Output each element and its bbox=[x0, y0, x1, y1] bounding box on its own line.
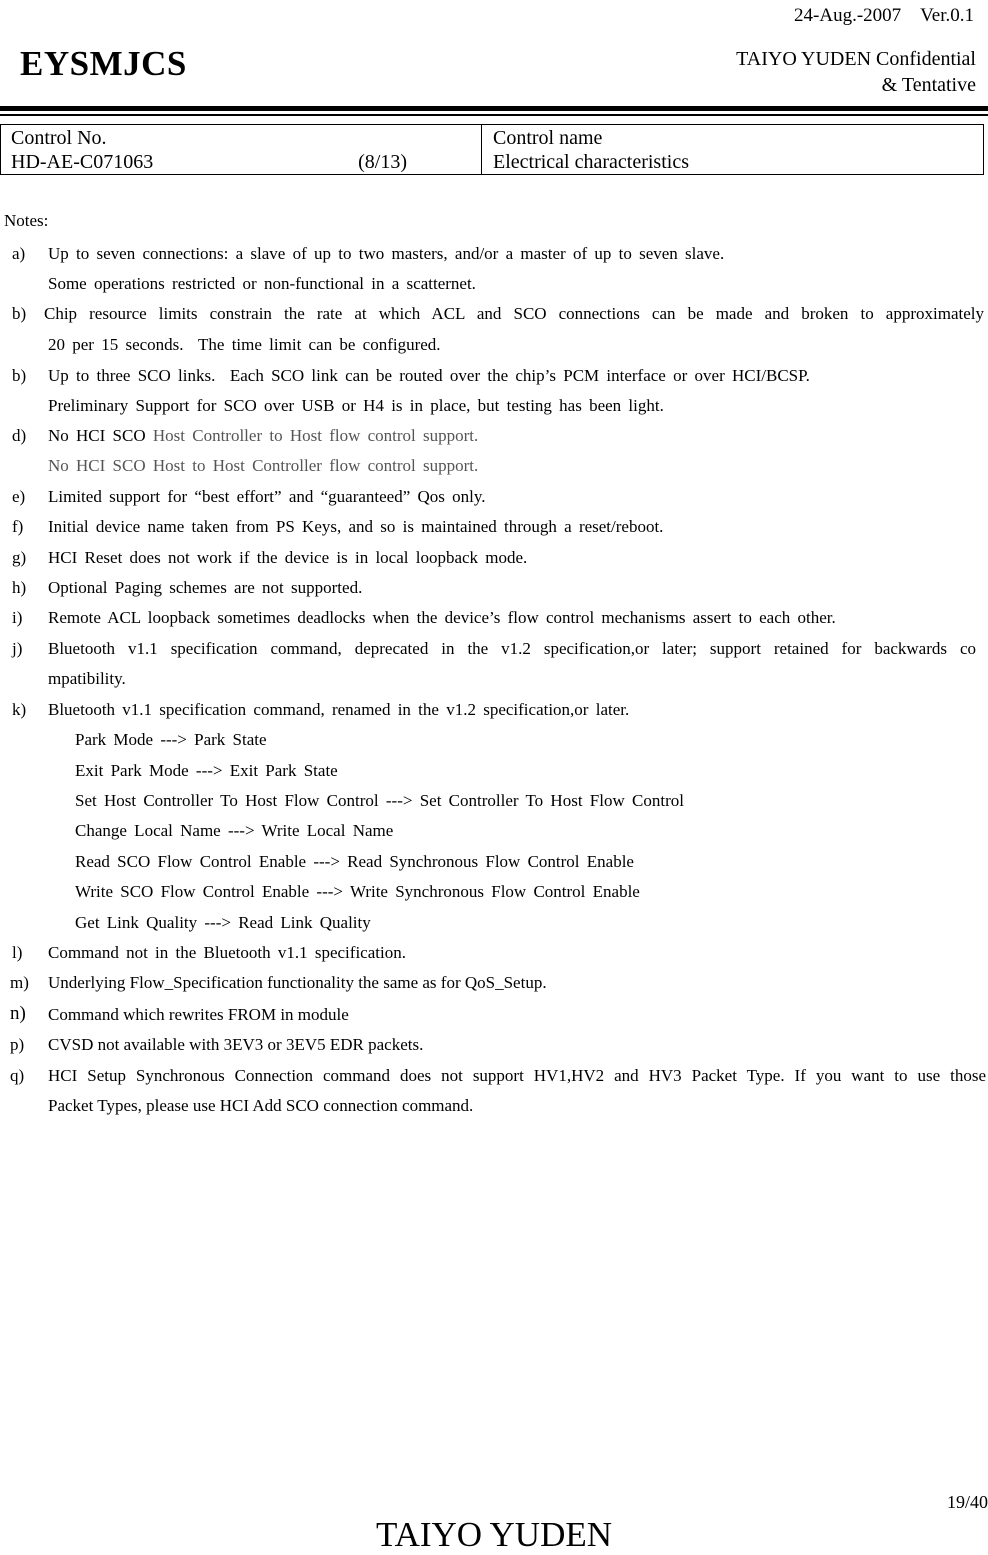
note-d-line-1 bbox=[48, 426, 478, 446]
note-k-rename-7: Get Link Quality ---> Read Link Quality bbox=[75, 913, 371, 932]
note-k-rename-3: Set Host Controller To Host Flow Control ---> Set Controller To Host Flow Control bbox=[75, 791, 684, 810]
note-a-line-2: Some operations restricted or non-functional in a scatternet. bbox=[48, 274, 476, 293]
note-m-label: m) bbox=[10, 973, 29, 992]
control-table bbox=[0, 124, 984, 175]
control-no-label: Control No. bbox=[11, 127, 107, 149]
note-b1-line-1: Chip resource limits constrain the rate at which ACL and SCO connections can be made and broken to approximately bbox=[44, 304, 984, 323]
note-l-line: Command not in the Bluetooth v1.1 specification. bbox=[48, 943, 406, 962]
note-l-label: l) bbox=[12, 943, 23, 962]
note-q-label: q) bbox=[10, 1066, 25, 1085]
note-n-label: n) bbox=[10, 1003, 26, 1024]
note-m-line: Underlying Flow_Specification functionality the same as for QoS_Setup. bbox=[48, 973, 547, 992]
note-b2-line-2: Preliminary Support for SCO over USB or H4 is in place, but testing has been light. bbox=[48, 396, 664, 415]
note-a-label: a) bbox=[12, 244, 26, 263]
note-q-line-1: HCI Setup Synchronous Connection command does not support HV1,HV2 and HV3 Packet Type. If you want to use those bbox=[48, 1066, 986, 1085]
date-version: 24-Aug.-2007 Ver.0.1 bbox=[794, 5, 974, 26]
note-p-line: CVSD not available with 3EV3 or 3EV5 EDR packets. bbox=[48, 1035, 424, 1054]
model-name: EYSMJCS bbox=[20, 44, 187, 83]
note-e-label: e) bbox=[12, 487, 26, 506]
note-b1-label: b) bbox=[12, 304, 27, 323]
note-p-label: p) bbox=[10, 1035, 25, 1054]
page-fraction: (8/13) bbox=[358, 151, 407, 173]
confidential-line-2: & Tentative bbox=[881, 74, 976, 96]
note-k-rename-2: Exit Park Mode ---> Exit Park State bbox=[75, 761, 338, 780]
footer-company: TAIYO YUDEN bbox=[376, 1515, 612, 1554]
note-b2-line-1: Up to three SCO links. Each SCO link can be routed over the chip’s PCM interface or over HCI/BCSP. bbox=[48, 366, 810, 385]
note-j-label: j) bbox=[12, 639, 23, 658]
note-b2-label: b) bbox=[12, 366, 27, 385]
note-e-line: Limited support for “best effort” and “guaranteed” Qos only. bbox=[48, 487, 486, 506]
note-b1-line-2: 20 per 15 seconds. The time limit can be configured. bbox=[48, 335, 441, 354]
note-d-line-2: No HCI SCO Host to Host Controller flow control support. bbox=[48, 456, 479, 475]
note-k-rename-5: Read SCO Flow Control Enable ---> Read Synchronous Flow Control Enable bbox=[75, 852, 634, 871]
note-j-line-1: Bluetooth v1.1 specification command, deprecated in the v1.2 specification,or later; support retained for backwards co bbox=[48, 639, 976, 658]
note-d-label: d) bbox=[12, 426, 27, 445]
control-name-label: Control name bbox=[493, 127, 603, 149]
note-a-line-1: Up to seven connections: a slave of up to two masters, and/or a master of up to seven slave. bbox=[48, 244, 725, 263]
note-k-rename-1: Park Mode ---> Park State bbox=[75, 730, 267, 749]
note-k-rename-6: Write SCO Flow Control Enable ---> Write Synchronous Flow Control Enable bbox=[75, 882, 640, 901]
confidential-line-1: TAIYO YUDEN Confidential bbox=[736, 48, 976, 70]
note-f-label: f) bbox=[12, 517, 24, 536]
note-n-line: Command which rewrites FROM in module bbox=[48, 1005, 349, 1024]
control-name-cell bbox=[493, 126, 973, 174]
confidential-notice bbox=[736, 46, 976, 98]
note-j-line-2: mpatibility. bbox=[48, 669, 126, 688]
header-rule-thick bbox=[0, 106, 988, 111]
note-k-label: k) bbox=[12, 700, 27, 719]
note-i-line: Remote ACL loopback sometimes deadlocks when the device’s flow control mechanisms assert to each other. bbox=[48, 608, 836, 627]
note-f-line: Initial device name taken from PS Keys, and so is maintained through a reset/reboot. bbox=[48, 517, 664, 536]
control-no-row bbox=[11, 150, 471, 174]
control-table-divider bbox=[481, 125, 482, 174]
header-rule-thin bbox=[0, 114, 988, 116]
note-d-line-1-prefix: No HCI SCO bbox=[48, 426, 146, 445]
note-h-line: Optional Paging schemes are not supported. bbox=[48, 578, 363, 597]
page-number: 19/40 bbox=[946, 1492, 988, 1512]
control-name-value: Electrical characteristics bbox=[493, 151, 689, 173]
control-no-value: HD-AE-C071063 bbox=[11, 151, 154, 173]
note-h-label: h) bbox=[12, 578, 27, 597]
note-q-line-2: Packet Types, please use HCI Add SCO connection command. bbox=[48, 1096, 474, 1115]
note-g-line: HCI Reset does not work if the device is in local loopback mode. bbox=[48, 548, 528, 567]
control-no-cell bbox=[11, 126, 471, 174]
note-i-label: i) bbox=[12, 608, 23, 627]
note-k-line: Bluetooth v1.1 specification command, renamed in the v1.2 specification,or later. bbox=[48, 700, 630, 719]
notes-heading: Notes: bbox=[4, 211, 49, 230]
note-g-label: g) bbox=[12, 548, 27, 567]
note-k-rename-4: Change Local Name ---> Write Local Name bbox=[75, 821, 394, 840]
note-d-line-1-grey: Host Controller to Host flow control support. bbox=[152, 426, 479, 445]
